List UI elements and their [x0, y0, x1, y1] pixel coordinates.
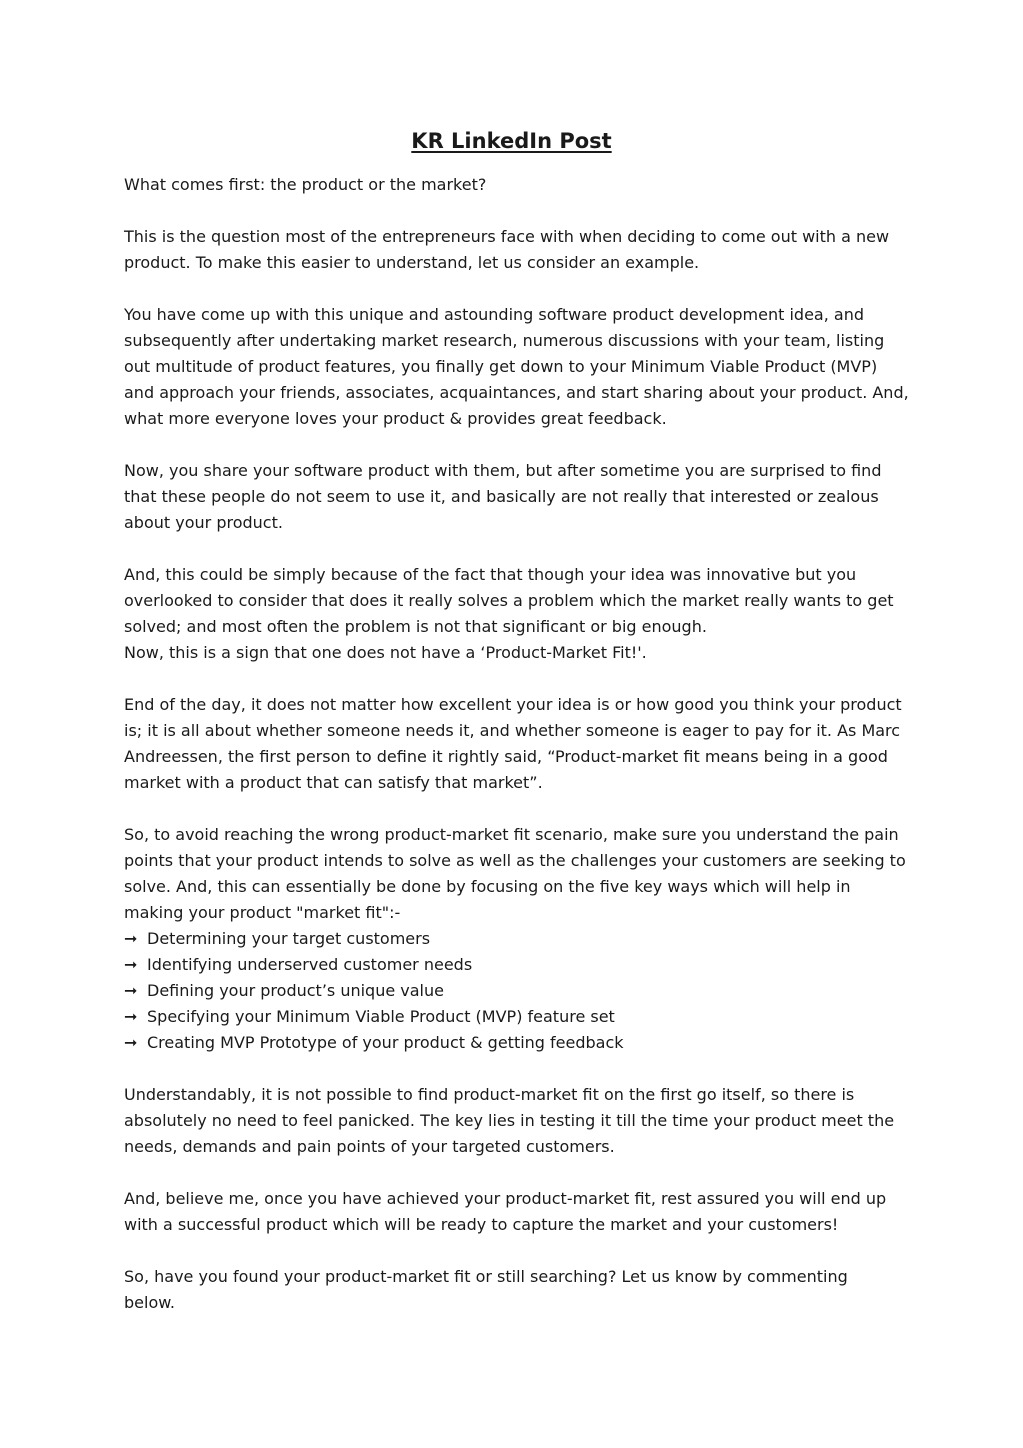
paragraph-line: And, believe me, once you have achieved your product-market fit, rest assured you will end up — [124, 1189, 887, 1208]
paragraph — [124, 172, 904, 198]
paragraph-line: Andreessen, the first person to define it rightly said, “Product-market fit means being in a good — [124, 747, 888, 766]
list-item-text: Identifying underserved customer needs — [147, 955, 473, 974]
paragraph-line: End of the day, it does not matter how excellent your idea is or how good you think your product — [124, 695, 902, 714]
paragraph-line: that these people do not seem to use it, and basically are not really that interested or zealous — [124, 487, 879, 506]
document-body — [124, 172, 909, 1342]
paragraph — [124, 1186, 904, 1238]
paragraph-line: So, have you found your product-market fit or still searching? Let us know by commenting — [124, 1267, 848, 1286]
paragraph-line: about your product. — [124, 513, 283, 532]
paragraph — [124, 692, 904, 796]
paragraph-line: product. To make this easier to understand, let us consider an example. — [124, 253, 700, 272]
paragraph — [124, 1082, 904, 1160]
paragraph — [124, 302, 909, 432]
paragraph-line: needs, demands and pain points of your targeted customers. — [124, 1137, 615, 1156]
paragraph-line: Now, you share your software product with them, but after sometime you are surprised to find — [124, 461, 882, 480]
list-item — [124, 978, 904, 1004]
paragraph-line: market with a product that can satisfy that market”. — [124, 773, 543, 792]
paragraph — [124, 224, 904, 276]
paragraph-line: absolutely no need to feel panicked. The key lies in testing it till the time your product meet the — [124, 1111, 895, 1130]
paragraph — [124, 458, 904, 536]
paragraph — [124, 822, 904, 926]
paragraph — [124, 562, 904, 666]
list-item — [124, 1004, 904, 1030]
paragraph-line: Now, this is a sign that one does not have a ‘Product-Market Fit!'. — [124, 643, 647, 662]
paragraph-line: points that your product intends to solve as well as the challenges your customers are seeking to — [124, 851, 906, 870]
paragraph-line: And, this could be simply because of the fact that though your idea was innovative but you — [124, 565, 857, 584]
document-title: KR LinkedIn Post — [411, 129, 612, 153]
list-item — [124, 1030, 904, 1056]
list-item-text: Specifying your Minimum Viable Product (MVP) feature set — [147, 1007, 615, 1026]
right-arrow-icon: ➞ — [124, 981, 138, 1000]
paragraph-line: subsequently after undertaking market research, numerous discussions with your team, listing — [124, 331, 885, 350]
list-item-text: Creating MVP Prototype of your product & getting feedback — [147, 1033, 624, 1052]
paragraph-line: solve. And, this can essentially be done by focusing on the five key ways which will help in — [124, 877, 851, 896]
paragraph-line: You have come up with this unique and astounding software product development idea, and — [124, 305, 864, 324]
right-arrow-icon: ➞ — [124, 1033, 138, 1052]
paragraph-line: solved; and most often the problem is not that significant or big enough. — [124, 617, 707, 636]
list-item — [124, 926, 904, 952]
right-arrow-icon: ➞ — [124, 929, 138, 948]
list-item-text: Determining your target customers — [147, 929, 431, 948]
paragraph-line: with a successful product which will be ready to capture the market and your customers! — [124, 1215, 839, 1234]
paragraph-line: overlooked to consider that does it really solves a problem which the market really wants to get — [124, 591, 894, 610]
paragraph-line: below. — [124, 1293, 175, 1312]
paragraph — [124, 1264, 904, 1316]
right-arrow-icon: ➞ — [124, 1007, 138, 1026]
key-ways-list — [124, 926, 904, 1056]
paragraph-line: out multitude of product features, you finally get down to your Minimum Viable Product (MVP) — [124, 357, 878, 376]
right-arrow-icon: ➞ — [124, 955, 138, 974]
paragraph-line: and approach your friends, associates, acquaintances, and start sharing about your product. And, — [124, 383, 909, 402]
paragraph-line: So, to avoid reaching the wrong product-market fit scenario, make sure you understand the pain — [124, 825, 899, 844]
paragraph-line: what more everyone loves your product & provides great feedback. — [124, 409, 667, 428]
paragraph-line: This is the question most of the entrepreneurs face with when deciding to come out with a new — [124, 227, 890, 246]
paragraph-line: What comes first: the product or the market? — [124, 175, 487, 194]
list-item-text: Defining your product’s unique value — [147, 981, 444, 1000]
paragraph-line: Understandably, it is not possible to find product-market fit on the first go itself, so there is — [124, 1085, 855, 1104]
list-item — [124, 952, 904, 978]
paragraph-line: making your product "market fit":- — [124, 903, 401, 922]
paragraph-line: is; it is all about whether someone needs it, and whether someone is eager to pay for it. As Marc — [124, 721, 901, 740]
